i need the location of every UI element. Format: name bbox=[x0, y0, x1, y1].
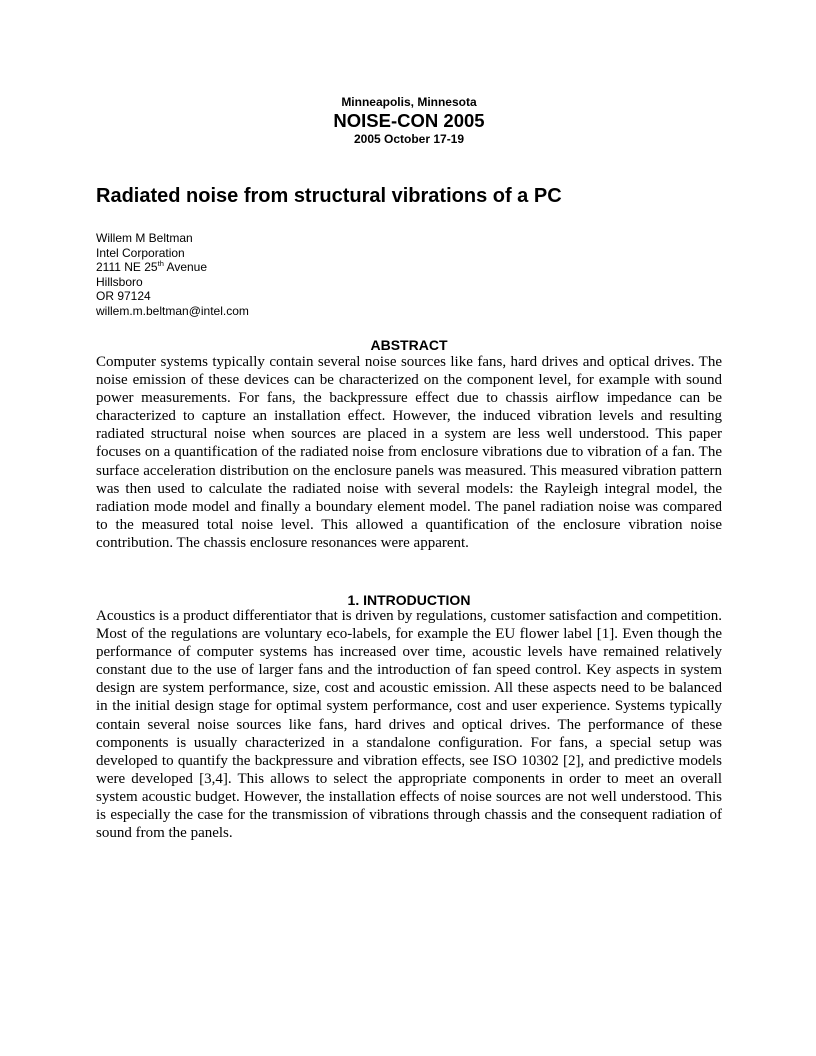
author-email: willem.m.beltman@intel.com bbox=[96, 303, 249, 318]
conference-dates: 2005 October 17-19 bbox=[353, 132, 465, 146]
conference-location: Minneapolis, Minnesota bbox=[341, 95, 477, 109]
address-ordinal-suffix: th bbox=[157, 259, 164, 269]
conference-header bbox=[96, 95, 722, 146]
abstract-paragraph: Computer systems typically contain several noise sources like fans, hard drives and optical drives. The noise emission of these devices can be characterized on the component level, for example with sound power measurements. For fans, the backpressure effect due to chassis airflow impedance can be characterized to capture an installation effect. However, the induced vibration levels and resulting radiated structural noise when sources are placed in a system are less well understood. This paper focuses on a quantification of the radiated noise from enclosure vibrations due to vibration of a fan. The surface acceleration distribution on the enclosure panels was measured. This measured vibration pattern was then used to calculate the radiated noise with several models: the Rayleigh integral model, the radiation mode model and finally a boundary element model. The panel radiation noise was compared to the measured total noise level. This allowed a quantification of the enclosure vibration noise contribution. The chassis enclosure resonances were apparent. bbox=[96, 354, 722, 551]
paper-page bbox=[96, 0, 722, 1056]
address-street: Avenue bbox=[163, 260, 208, 275]
author-street-address bbox=[96, 260, 249, 275]
author-name: Willem M Beltman bbox=[96, 231, 193, 245]
author-city: Hillsboro bbox=[96, 274, 143, 289]
author-block bbox=[96, 231, 249, 319]
introduction-paragraph: Acoustics is a product differentiator that is driven by regulations, customer satisfaction and competition. Most of the regulations are voluntary eco-labels, for example the EU flower label [1]. Even though the performance of computer systems has increased over time, acoustic levels have remained relatively constant due to the use of larger fans and the introduction of fan speed control. Key aspects in system design are system performance, size, cost and acoustic emission. All these aspects need to be balanced in the initial design stage for optimal system performance, cost and user experience. Systems typically contain several noise sources like fans, hard drives and optical drives. The performance of these components is usually characterized in a standalone configuration. For fans, a special setup was developed to quantify the backpressure and vibration effects, see ISO 10302 [2], and predictive models were developed [3,4]. This allows to select the appropriate components in order to meet an overall system acoustic budget. However, the installation effects of noise sources are not well understood. This is especially the case for the transmission of vibrations through chassis and the consequent radiation of sound from the panels. bbox=[96, 608, 722, 842]
introduction-heading: 1. INTRODUCTION bbox=[347, 592, 471, 608]
conference-name: NOISE-CON 2005 bbox=[333, 110, 485, 131]
author-state-zip: OR 97124 bbox=[96, 289, 151, 304]
paper-title: Radiated noise from structural vibrations of a PC bbox=[96, 185, 562, 207]
author-organization: Intel Corporation bbox=[96, 245, 185, 260]
address-number: 2111 NE 25 bbox=[96, 260, 158, 275]
abstract-heading: ABSTRACT bbox=[370, 337, 448, 353]
